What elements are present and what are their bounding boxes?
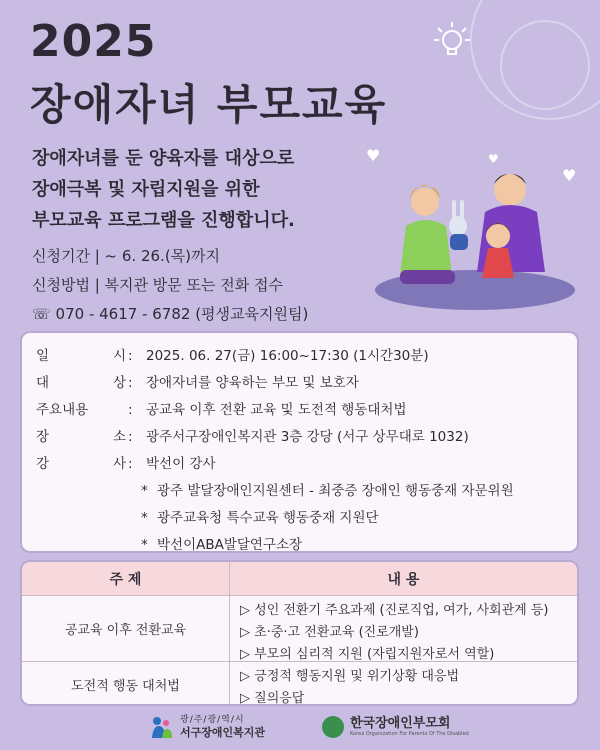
curriculum-table [20, 560, 579, 706]
poster-year: 2025 [30, 16, 157, 67]
intro-line: 부모교육 프로그램을 진행합니다. [32, 210, 295, 231]
detail-lecturer: 강 사 : 박선이 강사 [36, 451, 563, 478]
seogu-logo-mark [148, 714, 174, 740]
heart-icon: ♥ [488, 152, 499, 166]
topic-cell: 도전적 행동 대처법 [22, 662, 230, 706]
footer [0, 712, 600, 750]
column-header-topic: 주 제 [22, 562, 230, 595]
decorative-circle [500, 20, 590, 110]
detail-content-value: 공교육 이후 전환 교육 및 도전적 행동대처법 [146, 402, 407, 418]
detail-date: 일 시 : 2025. 06. 27(금) 16:00~17:30 (1시간30분) [36, 343, 563, 370]
program-details [20, 331, 579, 553]
heart-icon: ♥ [562, 166, 577, 185]
content-item: ▷ 성인 전환기 주요과제 (진로직업, 여가, 사회관계 등) [240, 603, 549, 618]
detail-target: 대 상 : 장애자녀를 양육하는 부모 및 보호자 [36, 370, 563, 397]
lecturer-career: * 박선이ABA발달연구소장 [141, 537, 303, 553]
detail-date-value: 2025. 06. 27(금) 16:00~17:30 (1시간30분) [146, 348, 429, 364]
lecturer-career: * 광주 발달장애인지원센터 - 최중증 장애인 행동중재 자문위원 [141, 483, 514, 499]
application-period: 신청기간 | ~ 6. 26.(목)까지 [32, 247, 220, 265]
parents-association-logo [322, 716, 469, 738]
table-row [22, 596, 577, 662]
org2-english-name: Korea Organization For Parents Of The Disabled [350, 731, 469, 737]
poster-title: 장애자녀 부모교육 [30, 80, 388, 129]
column-header-content: 내 용 [387, 571, 420, 588]
heart-icon: ♥ [366, 146, 381, 165]
org2-name: 한국장애인부모회 [350, 716, 451, 731]
table-row [22, 662, 577, 706]
lightbulb-icon [432, 18, 472, 62]
detail-content: 주요내용 : 공교육 이후 전환 교육 및 도전적 행동대처법 [36, 397, 563, 424]
phone-number: 070 - 4617 - 6782 (평생교육지원팀) [55, 305, 309, 323]
content-cell [230, 662, 577, 706]
family-illustration [370, 140, 580, 315]
content-item: ▷ 부모의 심리적 지원 (자립지원자로서 역할) [240, 647, 495, 662]
org1-name: 서구장애인복지관 [180, 725, 266, 739]
lecturer-career: * 광주교육청 특수교육 행동중재 지원단 [141, 510, 379, 526]
contact-phone [32, 300, 308, 329]
intro-text [32, 143, 295, 236]
detail-place: 장 소 : 광주서구장애인복지관 3층 강당 (서구 상무대로 1032) [36, 424, 563, 451]
table-header [22, 562, 577, 596]
content-item: ▷ 초·중·고 전환교육 (진로개발) [240, 625, 419, 640]
content-item: ▷ 긍정적 행동지원 및 위기상황 대응법 [240, 669, 460, 684]
phone-icon: ☏ [32, 305, 51, 323]
intro-line: 장애극복 및 자립지원을 위한 [32, 179, 260, 200]
intro-line: 장애자녀를 둔 양육자를 대상으로 [32, 148, 295, 169]
detail-place-value: 광주서구장애인복지관 3층 강당 (서구 상무대로 1032) [146, 429, 469, 445]
application-info [32, 242, 308, 329]
detail-lecturer-value: 박선이 강사 [146, 456, 216, 472]
topic-cell: 공교육 이후 전환교육 [22, 596, 230, 661]
detail-target-value: 장애자녀를 양육하는 부모 및 보호자 [146, 375, 359, 391]
org1-city: 광/주/광/역/시 [180, 714, 245, 725]
application-method: 신청방법 | 복지관 방문 또는 전화 접수 [32, 276, 284, 294]
seogu-welfare-center-logo [148, 714, 265, 740]
parents-association-mark [322, 716, 344, 738]
content-cell [230, 596, 577, 661]
content-item: ▷ 질의응답 [240, 691, 305, 706]
